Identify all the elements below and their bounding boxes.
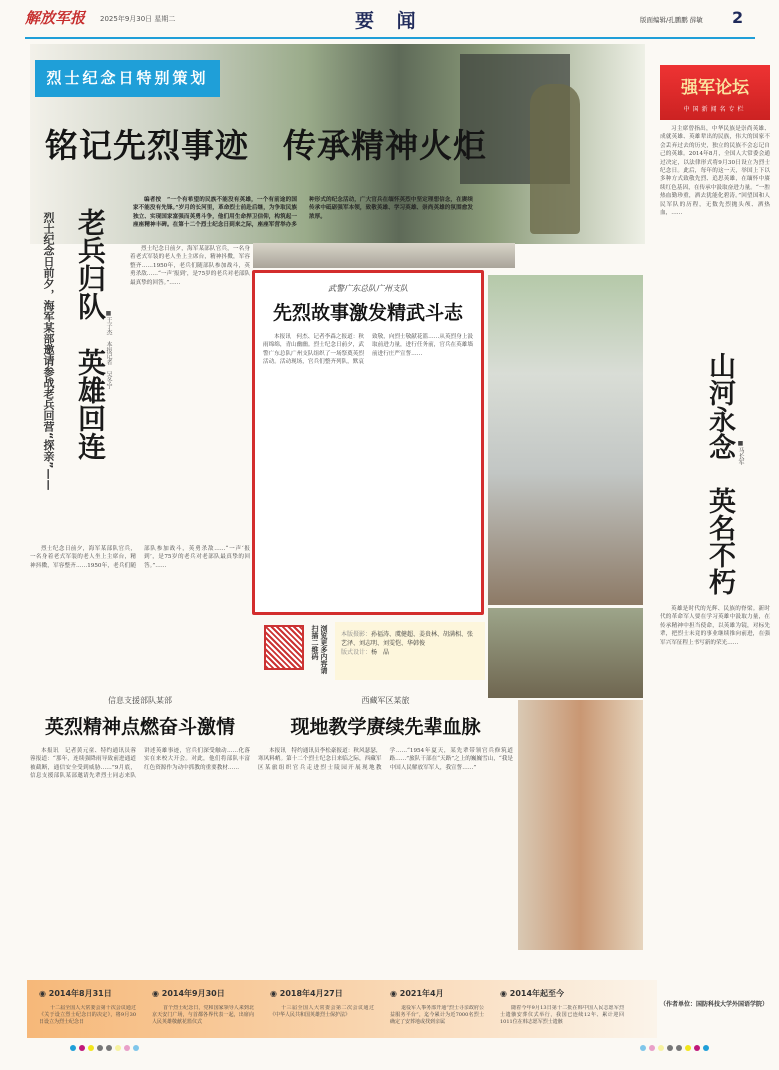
forum-title: 强军论坛 [681, 78, 749, 98]
credit-role: 版式设计： [341, 649, 372, 656]
story-left-text: 烈士纪念日前夕，海军某部队官兵，一名身着老式军装的老人坐上主席台，精神抖擞，军容整齐……1950年，老兵们随部队参加战斗，英勇杀敌……“一声‘报到’，是75岁的老兵对老部队最真挚的回答。”…… [130, 246, 250, 286]
forum-banner [660, 65, 770, 120]
section-title: 要 闻 [355, 10, 424, 32]
forum-text: 习主席曾指出，中华民族是崇尚英雄、成就英雄、英雄辈出的民族，伟大的国家不会丢弃过去的历史，独立的民族不会忘记自己的英雄。2014年8月，全国人大常委会通过决定，以法律形式将9月30日设立为烈士纪念日。此后，每年的这一天，举国上下以多种方式致敬先烈、追思英雄，在缅怀中赓续红色基因，在传承中汲取奋进力量。“一腔热血勤珍重，洒去犹能化碧涛。”回望国和人民军队的历程，无数先烈抛头颅、洒热血，…… [660, 126, 770, 217]
timeline-text: 退役军人事务部开通“烈士寻亲政府公益服务平台”，迄今累计为近7000名烈士确定了安葬地或找到亲属 [390, 1005, 484, 1025]
header-rule [25, 37, 755, 39]
qr-caption: 浏览更多内容请扫描二维码 [311, 625, 328, 674]
memorial-plaque-photo [518, 700, 643, 950]
timeline-text: 十二届全国人大常委会第十次会议通过《关于设立烈士纪念日的决定》，将9月30日设立为烈士纪念日 [39, 1005, 136, 1025]
forum-text-2: 英雄是时代的光辉、民族的脊梁。新时代的革命军人要在学习英雄中汲取力量，在传承精神中担当使命，以英雄为镜，对标先辈，把烈士未竟的事业继续推向前进，在强军兴军征程上书写新的荣光…… [660, 606, 770, 646]
troops-photo [488, 608, 643, 698]
story-br-headline: 现地教学赓续先辈血脉 [290, 716, 481, 738]
newspaper-logo: 解放军报 [25, 9, 86, 27]
timeline-date: ◉ 2021年4月 [390, 989, 444, 998]
story-br-unit: 西藏军区某旅 [361, 696, 410, 705]
story-center-box [252, 270, 484, 615]
registration-marks-left [70, 1045, 139, 1051]
registration-marks-right [640, 1045, 709, 1051]
story-bl-headline: 英烈精神点燃奋斗激情 [44, 716, 235, 738]
story-br-text: 本报讯 特约通讯员李松豪报道：秋风瑟瑟，寒风料峭。第十二个烈士纪念日来临之际，西藏军区某旅组织官兵走进烈士陵园开展现地教学……“1954年夏天，某先辈带领官兵修筑道路……”旅队干部在“天路”之上的巍巍雪山，“我是中国人民解放军军人，我宣誓……” [258, 748, 513, 771]
story-center-headline: 先烈故事激发精武斗志 [272, 302, 463, 324]
soldier-figure [530, 84, 580, 234]
timeline-date: ◉ 2014年起至今 [500, 989, 565, 998]
forum-author: ■马长军 [737, 440, 744, 465]
forum-subtitle: 中国新闻名专栏 [683, 106, 747, 113]
forum-author-note: （作者单位：国防科技大学外国语学院） [660, 1001, 769, 1008]
ceremony-photo [488, 275, 643, 605]
timeline-text: 随着今年9月13日第十二批在韩中国人民志愿军烈士遗骸安葬仪式举行，我国已连续12年、累计迎回1011位在韩志愿军烈士遗骸 [500, 1005, 624, 1025]
issue-date: 2025年9月30日 星期二 [100, 15, 176, 23]
timeline-item [27, 980, 142, 1038]
credit-role: 本版摄影： [341, 631, 372, 638]
story-left-subhead: 烈士纪念日前夕，海军某部邀请参战老兵回营“探亲”—— [42, 212, 55, 491]
masthead [0, 0, 779, 40]
story-left-text-cont: 烈士纪念日前夕，海军某部队官兵，一名身着老式军装的老人坐上主席台，精神抖擞，军容整齐……1950年，老兵们随部队参加战斗，英勇杀敌……“一声‘报到’，是75岁的老兵对老部队最真挚的回答。”…… [30, 546, 250, 569]
timeline-text: 首个烈士纪念日，党和国家领导人来到北京天安门广场，与首都各界代表一起，出席向人民英雄敬献花篮仪式 [152, 1005, 254, 1025]
story-bl [30, 695, 250, 945]
banner-label: 烈士纪念日特别策划 [35, 60, 220, 97]
editors: 版面编辑/孔鹏鹏 薛敏 [640, 16, 703, 24]
page-number: 2 [732, 8, 744, 27]
qr-code[interactable] [264, 625, 304, 670]
story-bl-unit: 信息支援部队某部 [108, 696, 172, 705]
timeline-item [380, 980, 490, 1038]
editor-note: 编者按 “一个有希望的民族不能没有英雄，一个有前途的国家不能没有先锋。”岁月的长河里，革命烈士前赴后继，为争取民族独立、实现国家富强而英勇斗争，他们用生命捍卫信仰，构筑起一座座精神丰碑。在第十二个烈士纪念日到来之际，座座军营举办多种形式的纪念活动，广大官兵在缅怀英烈中坚定理想信念，在赓续传承中砥砺强军本领，致敬英雄、学习英雄、崇尚英雄的氛围愈发浓厚。 [133, 197, 473, 229]
story-bl-text: 本报讯 记者黄元童、特约通讯员蓉蓉报道：“那年，连续强降雨导致前进通道被截断，通信安全受到威胁……”9月底，信息支援部队某部邀请先辈烈士同志来队讲述英雄事迹，官兵们深受触动……化落实在来校大开会。对此，他们将部队丰富红色资源作为动中抓教的重要教材…… [30, 748, 250, 780]
timeline-text: 十三届全国人大常委会第二次会议通过《中华人民共和国英雄烈士保护法》 [270, 1005, 374, 1018]
timeline-band [27, 980, 657, 1038]
timeline-date: ◉ 2014年8月31日 [39, 989, 112, 998]
credit-names: 杨 晶 [371, 649, 390, 656]
timeline-item [142, 980, 260, 1038]
credits-box [335, 622, 485, 680]
timeline-item [490, 980, 630, 1038]
forum-headline: 山河永念 英名不朽 [704, 352, 735, 595]
credit-names: 孙福涛、虞健超、姜贵林、胡满相、张艺泽、刘志明、刘雯恺、华韩俊 [341, 631, 474, 647]
story-br [258, 695, 513, 945]
timeline-date: ◉ 2018年4月27日 [270, 989, 343, 998]
story-left-headline: 老兵归队 英雄回连 [74, 208, 107, 460]
parade-photo [253, 243, 515, 268]
timeline-date: ◉ 2014年9月30日 [152, 989, 225, 998]
story-left-byline: ■王子杰 本报记者 吴冬宁 [105, 310, 112, 389]
story-center-text: 本报讯 何杰、记者李森之报道：秋雨绵绵，青山幽幽。烈士纪念日前夕，武警广东总队广州支队组织了一场祭奠英烈活动。活动现场，官兵们整齐列队，默哀致敬，向烈士敬献花篮……从英烈身上汲取前进力量，进行任务前，官兵在英雄墙前进行庄严宣誓…… [263, 334, 473, 366]
banner-headline: 铭记先烈事迹 传承精神火炬 [45, 126, 487, 165]
timeline-item [260, 980, 380, 1038]
story-center-unit: 武警广东总队广州支队 [328, 284, 408, 293]
